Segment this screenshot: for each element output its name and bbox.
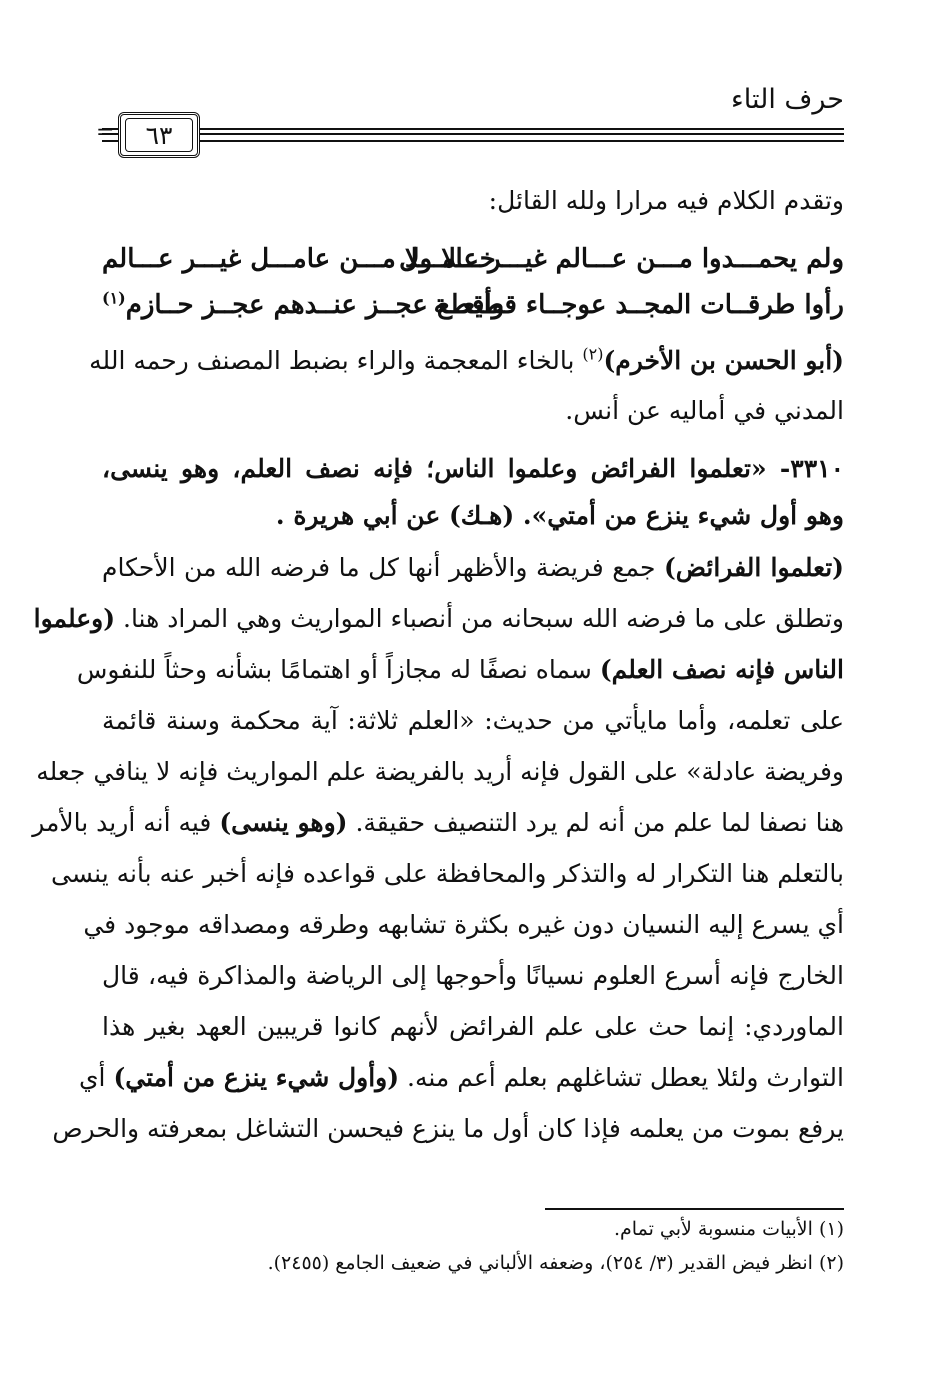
text-line bbox=[565, 388, 844, 434]
footnote: (١) الأبيات منسوبة لأبي تمام. bbox=[614, 1218, 844, 1240]
bold-term: (وأول شيء ينزع من أمتي) bbox=[113, 1063, 400, 1092]
text-line bbox=[32, 800, 844, 846]
header-rule bbox=[102, 140, 844, 142]
line-text: أي يسرع إليه النسيان دون غيره بكثرة تشابهه وطرقه ومصداقه موجود في bbox=[83, 910, 844, 939]
bold-term: الناس فإنه نصف العلم) bbox=[599, 655, 844, 684]
text-line bbox=[89, 338, 844, 384]
text-line bbox=[102, 1004, 844, 1050]
line-text: الماوردي: إنما حث على علم الفرائض لأنهم كانوا قريبين العهد بغير هذا bbox=[102, 1012, 844, 1041]
line-text: الخارج فإنه أسرع العلوم نسيانًا وأحوجها إلى الرياضة والمذاكرة فيه، قال bbox=[102, 961, 844, 990]
hadith-text: وهو أول شيء ينزع من أمتي». (هـك) عن أبي هريرة . bbox=[275, 501, 844, 530]
line-text: أي bbox=[78, 1063, 114, 1092]
line-text: التوارث ولئلا يعطل تشاغلهم بعلم أعم منه. bbox=[399, 1063, 844, 1092]
line-text: فيه أنه أريد بالأمر bbox=[32, 808, 220, 837]
line-text: بالخاء المعجمة والراء بضبط المصنف رحمه الله bbox=[89, 346, 583, 375]
poem-hemistich-text: وأقطع عجــز عنــدهم عجــز حــازم bbox=[125, 290, 505, 320]
text-line bbox=[51, 851, 844, 897]
text-line bbox=[102, 953, 844, 999]
text-line bbox=[36, 749, 844, 795]
poem-hemistich: رأوا طرقــات المجــد عوجــاء قطيعــة bbox=[433, 290, 844, 320]
poem-hemistich bbox=[102, 282, 504, 328]
page-number: ٦٣ bbox=[125, 118, 193, 152]
chapter-title: حرف التاء bbox=[731, 84, 844, 115]
header-rule bbox=[102, 128, 844, 130]
footnote-ref: (٢) bbox=[582, 344, 604, 364]
intro-line bbox=[489, 178, 844, 224]
line-text: بالتعلم هنا التكرار له والتذكر والمحافظة على قواعده فإنه أخبر عنه بأنه ينسى bbox=[51, 859, 844, 888]
line-text: سماه نصفًا له مجازاً أو اهتمامًا بشأنه وحثاً للنفوس bbox=[76, 655, 600, 684]
hadith-text: ٣٣١٠- «تعلموا الفرائض وعلموا الناس؛ فإنه نصف العلم، وهو ينسى، bbox=[102, 454, 844, 483]
text-line bbox=[76, 647, 844, 693]
line-text: على تعلمه، وأما مايأتي من حديث: «العلم ثلاثة: آية محكمة وسنة قائمة bbox=[102, 706, 844, 735]
footnote-ref: (١) bbox=[102, 288, 126, 308]
text-line bbox=[52, 1106, 844, 1152]
page-number-frame bbox=[118, 112, 200, 158]
poem-verse bbox=[102, 282, 844, 328]
bold-term: (وعلموا bbox=[33, 604, 116, 633]
hadith-line bbox=[102, 446, 844, 492]
hadith-line bbox=[276, 493, 844, 539]
header-rule bbox=[102, 133, 844, 135]
poem-hemistich: ولم يحمـــدوا مـــن عـــالم غيـــر عامـــل bbox=[399, 244, 844, 274]
poem-hemistich: خـــلا ولا مـــن عامـــل غيـــر عـــالم bbox=[102, 244, 496, 274]
text-line bbox=[102, 698, 844, 744]
text-line bbox=[33, 596, 844, 642]
text-line bbox=[78, 1055, 844, 1101]
intro-text: وتقدم الكلام فيه مرارا ولله القائل: bbox=[488, 186, 844, 215]
text-line bbox=[102, 545, 844, 591]
line-text: وتطلق على ما فرضه الله سبحانه من أنصباء المواريث وهي المراد هنا. bbox=[115, 604, 844, 633]
line-text: جمع فريضة والأظهر أنها كل ما فرضه الله من الأحكام bbox=[102, 553, 664, 582]
line-text: وفريضة عادلة» على القول فإنه أريد بالفريضة علم المواريث فإنه لا ينافي جعله bbox=[36, 757, 844, 786]
footnote-separator bbox=[545, 1208, 844, 1210]
bold-term: (أبو الحسن بن الأخرم) bbox=[603, 346, 844, 375]
footnote: (٢) انظر فيض القدير (٣/ ٢٥٤)، وضعفه الألباني في ضعيف الجامع (٢٤٥٥). bbox=[267, 1252, 844, 1274]
bold-term: (تعلموا الفرائض) bbox=[663, 553, 844, 582]
line-text: هنا نصفا لما علم من أنه لم يرد التنصيف حقيقة. bbox=[347, 808, 844, 837]
line-text: المدني في أماليه عن أنس. bbox=[565, 396, 844, 425]
text-line bbox=[83, 902, 844, 948]
line-text: يرفع بموت من يعلمه فإذا كان أول ما ينزع فيحسن التشاغل بمعرفته والحرص bbox=[52, 1114, 844, 1143]
poem-verse bbox=[102, 236, 844, 282]
bold-term: (وهو ينسى) bbox=[219, 808, 348, 837]
rule-end-mark: = bbox=[96, 120, 115, 145]
